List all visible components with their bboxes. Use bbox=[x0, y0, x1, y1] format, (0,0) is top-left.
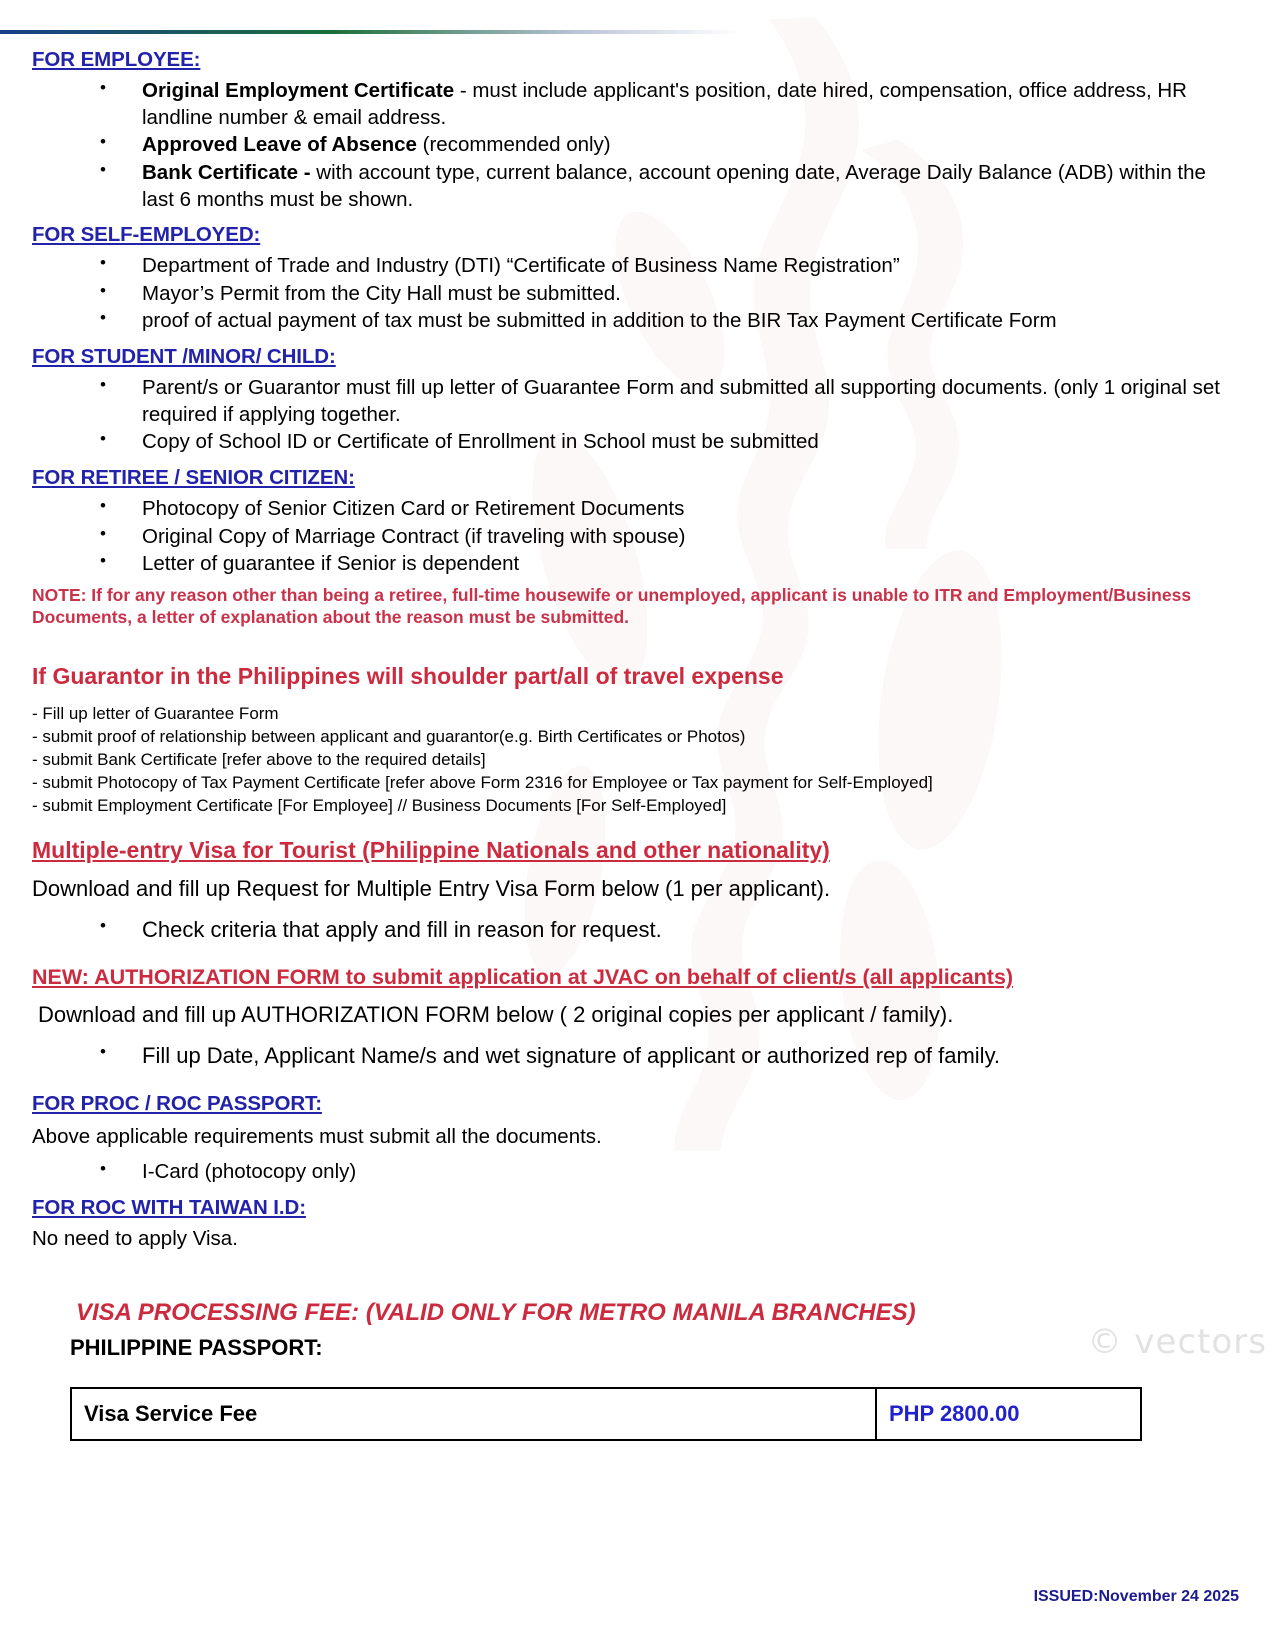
watermark-label: © vectors bbox=[1087, 1322, 1267, 1362]
list-item bbox=[100, 132, 1243, 159]
section-self-employed-heading: FOR SELF-EMPLOYED: bbox=[32, 223, 261, 247]
table-row bbox=[71, 1388, 1141, 1440]
guarantor-line: - submit Employment Certificate [For Employee] // Business Documents [For Self-Employed] bbox=[32, 796, 727, 816]
section-proc-roc-passport bbox=[32, 1092, 1243, 1186]
fee-table bbox=[70, 1387, 1142, 1441]
list-item bbox=[100, 160, 1243, 213]
self-employed-list bbox=[32, 253, 1243, 335]
section-self-employed bbox=[32, 223, 1243, 335]
list-item: • Department of Trade and Industry (DTI) “Certificate of Business Name Registration” bbox=[100, 253, 1243, 280]
list-item: • I-Card (photocopy only) bbox=[100, 1159, 1243, 1186]
list-item bbox=[100, 78, 1243, 131]
section-roc-taiwan bbox=[32, 1196, 1243, 1253]
list-item: • Photocopy of Senior Citizen Card or Retirement Documents bbox=[100, 496, 1243, 523]
list-item: • Fill up Date, Applicant Name/s and wet signature of applicant or authorized rep of family. bbox=[100, 1042, 1243, 1071]
section-multiple-entry bbox=[32, 837, 1243, 944]
list-item-text: with account type, current balance, account opening date, Average Daily Balance (ADB) within the last 6 months must be shown. bbox=[142, 160, 1206, 211]
section-student-heading: FOR STUDENT /MINOR/ CHILD: bbox=[32, 345, 336, 369]
list-item-bold: Original Employment Certificate bbox=[142, 79, 455, 102]
student-list bbox=[32, 375, 1243, 456]
list-item: • Copy of School ID or Certificate of Enrollment in School must be submitted bbox=[100, 429, 1243, 456]
proc-roc-list bbox=[32, 1159, 1243, 1186]
proc-roc-body: Above applicable requirements must submit all the documents. bbox=[32, 1124, 602, 1148]
section-employee-heading: FOR EMPLOYEE: bbox=[32, 48, 201, 71]
list-item-bold: Approved Leave of Absence bbox=[142, 133, 417, 157]
section-guarantor-heading: If Guarantor in the Philippines will shoulder part/all of travel expense bbox=[32, 662, 784, 689]
section-proc-roc-heading: FOR PROC / ROC PASSPORT: bbox=[32, 1091, 322, 1115]
requirements-note: NOTE: If for any reason other than being a retiree, full-time housewife or unemployed, applicant is unable to ITR and Employment/Business Documents, a letter of explanation about the reason must be submitted. bbox=[32, 584, 1192, 628]
fee-row-label: Visa Service Fee bbox=[71, 1388, 876, 1440]
section-retiree bbox=[32, 466, 1243, 578]
section-guarantor bbox=[32, 663, 1243, 818]
section-authorization-heading: NEW: AUTHORIZATION FORM to submit application at JVAC on behalf of client/s (all applicants) bbox=[32, 965, 1014, 990]
issued-date: ISSUED:November 24 2025 bbox=[1033, 1588, 1239, 1605]
authorization-list bbox=[32, 1042, 1243, 1071]
section-fees bbox=[32, 1299, 1243, 1441]
fee-subtitle: PHILIPPINE PASSPORT: bbox=[70, 1334, 323, 1360]
fee-row-amount: PHP 2800.00 bbox=[876, 1388, 1141, 1440]
list-item-bold: Bank Certificate - bbox=[142, 160, 311, 184]
employee-list bbox=[32, 78, 1243, 213]
list-item: • Parent/s or Guarantor must fill up letter of Guarantee Form and submitted all supporting documents. (only 1 original set required if applying together. bbox=[100, 375, 1243, 428]
multiple-entry-list bbox=[32, 916, 1243, 945]
section-student bbox=[32, 345, 1243, 456]
multiple-entry-body: Download and fill up Request for Multiple Entry Visa Form below (1 per applicant). bbox=[32, 876, 831, 902]
guarantor-line: - submit Bank Certificate [refer above to the required details] bbox=[32, 749, 486, 769]
list-item: • Original Copy of Marriage Contract (if traveling with spouse) bbox=[100, 524, 1243, 551]
fee-title: VISA PROCESSING FEE: (VALID ONLY FOR METRO MANILA BRANCHES) bbox=[76, 1298, 916, 1326]
guarantor-line: - Fill up letter of Guarantee Form bbox=[32, 703, 279, 723]
retiree-list bbox=[32, 496, 1243, 578]
guarantor-line: - submit Photocopy of Tax Payment Certificate [refer above Form 2316 for Employee or Tax payment for Self-Employed] bbox=[32, 773, 933, 793]
section-employee bbox=[32, 48, 1243, 213]
list-item: • Letter of guarantee if Senior is dependent bbox=[100, 551, 1243, 578]
list-item: • proof of actual payment of tax must be submitted in addition to the BIR Tax Payment Certificate Form bbox=[100, 308, 1243, 335]
list-item: • Mayor’s Permit from the City Hall must be submitted. bbox=[100, 281, 1243, 308]
list-item-text: (recommended only) bbox=[416, 133, 611, 157]
section-multiple-entry-heading: Multiple-entry Visa for Tourist (Philippine Nationals and other nationality) bbox=[32, 837, 830, 864]
roc-taiwan-body: No need to apply Visa. bbox=[32, 1226, 238, 1250]
guarantor-line: - submit proof of relationship between applicant and guarantor(e.g. Birth Certificates or Photos) bbox=[32, 726, 746, 746]
list-item-text: - must include applicant's position, date hired, compensation, office address, HR landline number & email address. bbox=[142, 79, 1187, 129]
list-item: • Check criteria that apply and fill in reason for request. bbox=[100, 916, 1243, 945]
authorization-body: Download and fill up AUTHORIZATION FORM below ( 2 original copies per applicant / family). bbox=[38, 1002, 954, 1028]
section-retiree-heading: FOR RETIREE / SENIOR CITIZEN: bbox=[32, 466, 355, 490]
section-roc-taiwan-heading: FOR ROC WITH TAIWAN I.D: bbox=[32, 1195, 306, 1219]
section-authorization bbox=[32, 965, 1243, 1070]
